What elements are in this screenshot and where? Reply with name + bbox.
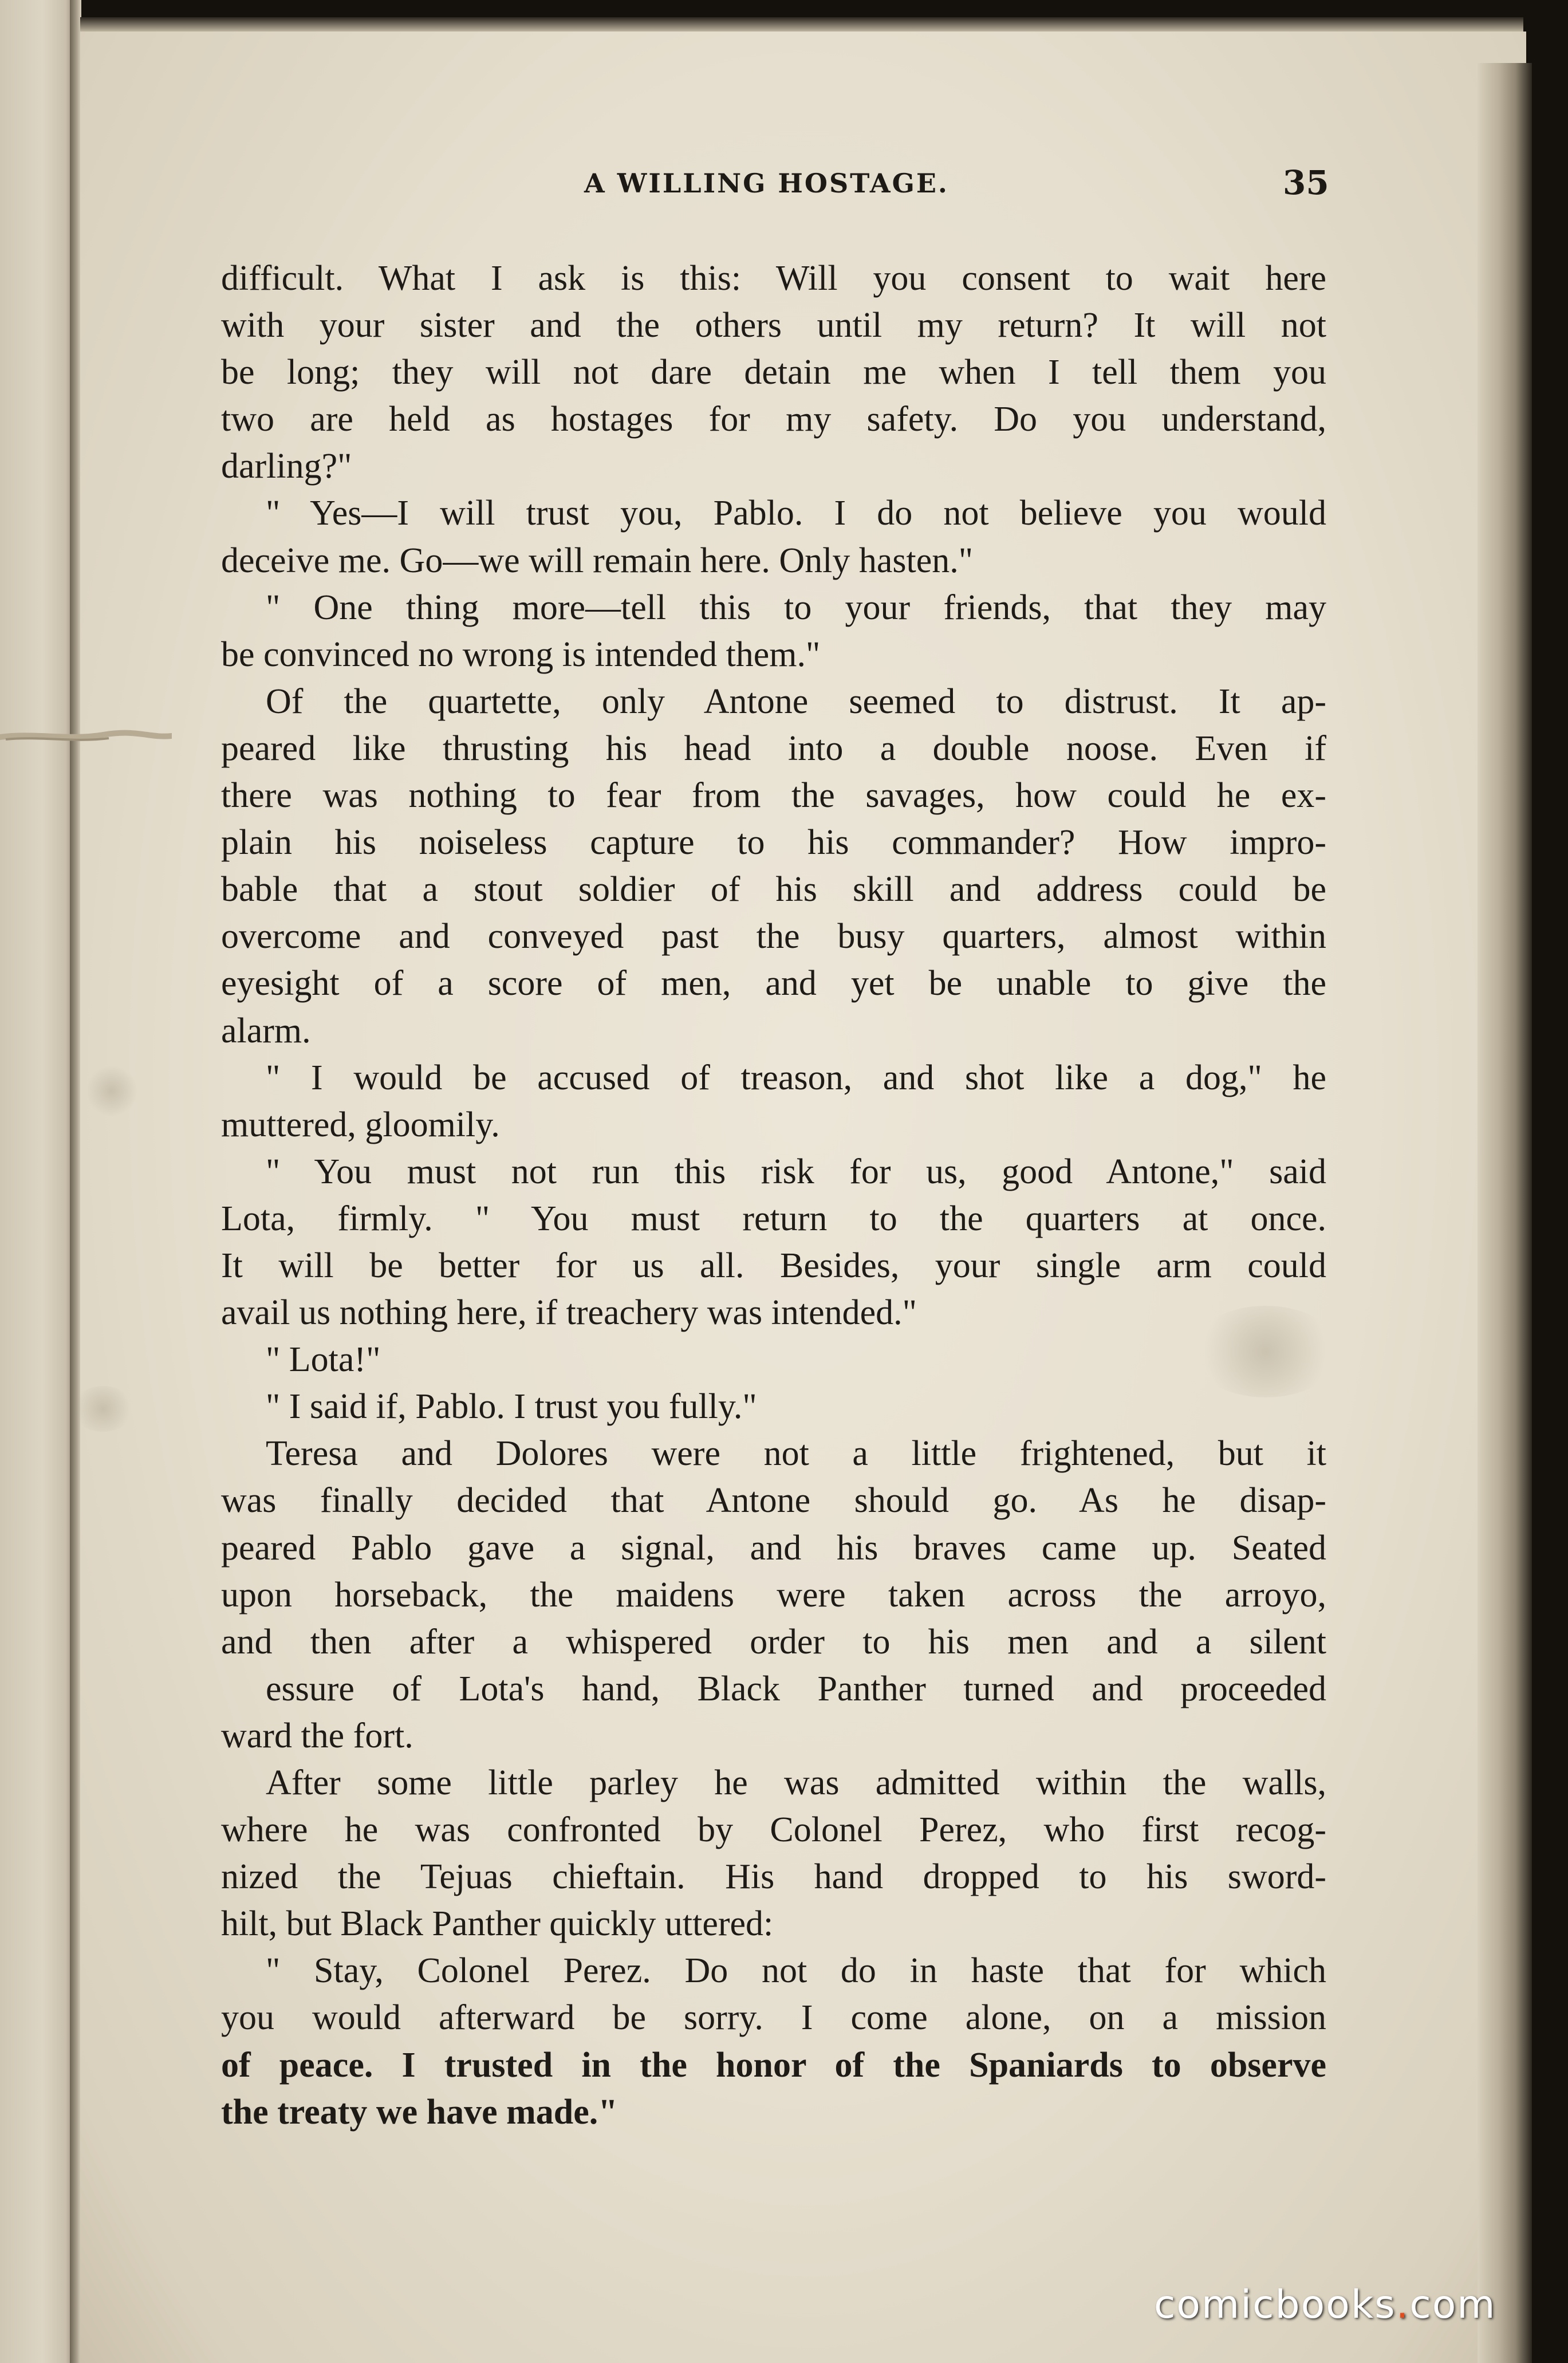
text-line: nized the Tejuas chieftain. His hand dropped to his sword- — [221, 1857, 1326, 1897]
text-line: " Yes—I will trust you, Pablo. I do not believe you would — [266, 494, 1326, 533]
text-line: Of the quartette, only Antone seemed to distrust. It ap- — [266, 682, 1326, 721]
watermark-right: com — [1409, 2282, 1496, 2327]
text-line: darling?" — [221, 447, 352, 486]
text-line: " You must not run this risk for us, good Antone," said — [266, 1152, 1326, 1191]
text-line: was finally decided that Antone should go. As he disap- — [221, 1481, 1326, 1521]
watermark-left: comicbooks — [1154, 2282, 1396, 2327]
watermark-dot: . — [1396, 2282, 1410, 2327]
text-line: with your sister and the others until my return? It will not — [221, 306, 1326, 345]
paper-stain — [86, 1065, 137, 1117]
text-line: be convinced no wrong is intended them." — [221, 635, 821, 674]
text-line: avail us nothing here, if treachery was intended." — [221, 1293, 917, 1333]
text-line: " I said if, Pablo. I trust you fully." — [266, 1387, 757, 1427]
text-line: plain his noiseless capture to his commander? How impro- — [221, 823, 1326, 863]
text-line: upon horseback, the maidens were taken across the arroyo, — [221, 1575, 1326, 1614]
paper-stain — [72, 1386, 135, 1432]
text-line: where he was confronted by Colonel Perez, who first recog- — [221, 1810, 1326, 1850]
body-text — [221, 255, 1326, 2136]
text-line: eyesight of a score of men, and yet be unable to give the — [221, 964, 1326, 1003]
running-head: A WILLING HOSTAGE. — [584, 168, 949, 199]
text-line: It will be better for us all. Besides, your single arm could — [221, 1246, 1326, 1285]
text-line: difficult. What I ask is this: Will you consent to wait here — [221, 259, 1326, 298]
text-line: two are held as hostages for my safety. Do you understand, — [221, 400, 1326, 439]
text-line: peared like thrusting his head into a double noose. Even if — [221, 728, 1326, 768]
text-line: of peace. I trusted in the honor of the Spaniards to observe — [221, 2045, 1326, 2085]
text-line: you would afterward be sorry. I come alone, on a mission — [221, 1998, 1326, 2038]
site-watermark — [1154, 2282, 1496, 2327]
text-line: be long; they will not dare detain me when I tell them you — [221, 353, 1326, 392]
text-line: there was nothing to fear from the savages, how could he ex- — [221, 776, 1326, 816]
page-right-edge — [1478, 63, 1532, 2363]
text-line: deceive me. Go—we will remain here. Only hasten." — [221, 541, 974, 580]
binding-thread — [0, 724, 172, 747]
text-line: " Stay, Colonel Perez. Do not do in haste that for which — [266, 1951, 1326, 1991]
page-number: 35 — [1283, 163, 1329, 202]
text-line: bable that a stout soldier of his skill and address could be — [221, 870, 1326, 909]
text-line: " Lota!" — [266, 1340, 381, 1380]
text-line: alarm. — [221, 1011, 311, 1050]
text-line: " One thing more—tell this to your friends, that they may — [266, 588, 1326, 627]
text-line: Lota, firmly. " You must return to the quarters at once. — [221, 1199, 1326, 1238]
facing-page-edge — [0, 0, 77, 2363]
text-line: After some little parley he was admitted within the walls, — [266, 1763, 1326, 1802]
text-line: Teresa and Dolores were not a little frightened, but it — [266, 1434, 1326, 1474]
text-line: peared Pablo gave a signal, and his braves came up. Seated — [221, 1528, 1326, 1568]
text-line: muttered, gloomily. — [221, 1105, 500, 1144]
text-line: hilt, but Black Panther quickly uttered: — [221, 1904, 774, 1944]
text-line: and then after a whispered order to his men and a silent — [221, 1622, 1326, 1661]
text-line: " I would be accused of treason, and shot like a dog," he — [266, 1058, 1326, 1097]
text-line: the treaty we have made." — [221, 2092, 618, 2132]
text-line: essure of Lota's hand, Black Panther turned and proceeded — [266, 1669, 1326, 1708]
text-line: overcome and conveyed past the busy quarters, almost within — [221, 917, 1326, 956]
text-line: ward the fort. — [221, 1716, 413, 1755]
binding-gutter — [70, 0, 81, 2363]
